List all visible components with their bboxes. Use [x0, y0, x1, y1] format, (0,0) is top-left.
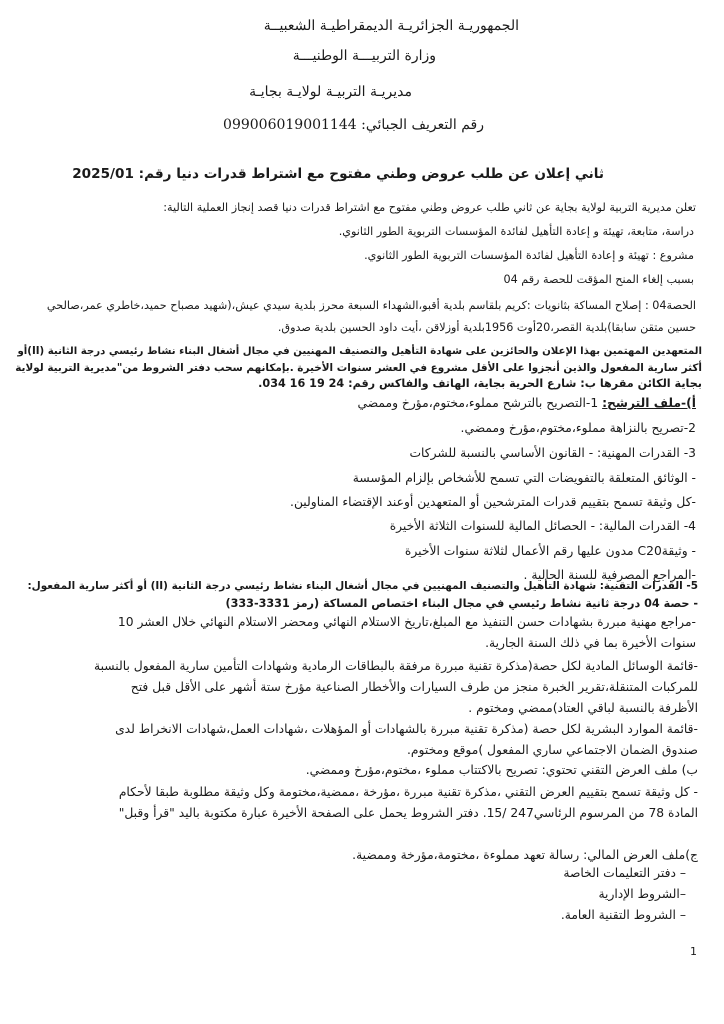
candidature-item-3a: - الوثائق المتعلقة بالتفويضات التي تسمح للأشخاص بإلزام المؤسسة — [352, 471, 696, 485]
technical-offer-line-1: - كل وثيقة تسمح بتقييم العرض التقني ،مذكرة تقنية مبررة ،مؤرخة ،ممضية،مختومة وكل وثيقة مطلوبة طبقا لأحكام — [118, 785, 698, 799]
candidature-item-3: 3- القدرات المهنية: - القانون الأساسي بالنسبة للشركات — [409, 446, 696, 460]
lot-line-1: الحصة04 : إصلاح المساكة بثانويات :كريم بلقاسم بلدية أقبو،الشهداء السبعة محرز بلدية سيدي عيش،(شهيد مصباح حميد،خاطري عمر،صالحي — [46, 299, 696, 312]
candidature-item-4b: -المراجع المصرفية للسنة الحالية . — [523, 568, 696, 582]
intro-line-4: بسبب إلغاء المنح المؤقت للحصة رقم 04 — [503, 273, 694, 286]
candidature-item-2: 2-تصريح بالنزاهة مملوء،مختوم،مؤرخ وممضي. — [460, 421, 696, 435]
candidature-item-3b: -كل وثيقة تسمح بتقييم قدرات المترشحين أو المتعهدين أوعند الإقتضاء المناولين. — [290, 495, 696, 509]
technical-offer-line-2: المادة 78 من المرسوم الرئاسي247 /15. دفتر الشروط يحمل على الصفحة الأخيرة عبارة مكتوبة باليد "قرأ وقبل" — [118, 806, 698, 820]
intro-line-3: مشروع : تهيئة و إعادة التأهيل لفائدة المؤسسات التربوية الطور الثانوي. — [364, 249, 694, 262]
financial-offer-item-2: –الشروط الإدارية — [598, 887, 686, 901]
invite-line-1: المتعهدين المهتمين بهذا الإعلان والحائزين على شهادة التأهيل والتصنيف المهنيين في مجال أشغال البناء نشاط رئيسي درجة الثانية (II)أو — [17, 346, 702, 357]
references-line-1: -مراجع مهنية مبررة بشهادات حسن التنفيذ مع المبلغ،تاريخ الاستلام النهائي ومحضر الاستلام النهائي خلال العشر 10 — [117, 615, 696, 629]
material-means-line-2: للمركبات المتنقلة،تقرير الخبرة منجز من طرف السيارات والأخطار الصناعية مؤرخ ستة أشهر على الأقل قبل فتح — [130, 680, 698, 694]
references-line-2: سنوات الأخيرة بما في ذلك السنة الجارية. — [485, 636, 696, 650]
candidature-item-4: 4- القدرات المالية: - الحصائل المالية للسنوات الثلاثة الأخيرة — [389, 519, 696, 533]
page-number: 1 — [690, 945, 697, 958]
header-directorate: مديريـة التربيـة لولايـة بجايـة — [249, 84, 412, 100]
candidature-item-4a: - وثيقةC20 مدون عليها رقم الأعمال لثلاثة سنوات الأخيرة — [404, 544, 696, 558]
invite-line-3: بجاية الكائن مقرها ب: شارع الحرية بجاية، الهاتف والفاكس رقم: 24 19 16 034. — [258, 377, 702, 390]
human-resources-line-2: صندوق الضمان الاجتماعي ساري المفعول )موقع ومختوم. — [407, 743, 698, 757]
candidature-section — [357, 396, 696, 410]
candidature-item-5: 5- القدرات التقنية: شهادة التأهيل والتصنيف المهنيين في مجال أشغال البناء نشاط رئيسي درجة الثانية (II) أو أكثر سارية المفعول: — [27, 580, 698, 592]
announcement-title: ثاني إعلان عن طلب عروض وطني مفتوح مع اشتراط قدرات دنيا رقم: 2025/01 — [72, 166, 604, 182]
financial-offer-item-1: – دفتر التعليمات الخاصة — [563, 866, 686, 880]
material-means-line-3: الأظرفة بالنسبة لباقي العتاد)ممضي ومختوم . — [468, 701, 698, 715]
technical-offer-heading: ب) ملف العرض التقني تحتوي: تصريح بالاكتتاب مملوء ،مختوم،مؤرخ وممضي. — [305, 763, 698, 777]
human-resources-line-1: -قائمة الموارد البشرية لكل حصة (مذكرة تقنية مبررة بالشهادات أو المؤهلات ،شهادات العمل،شهادات الانخراط لدى — [115, 722, 698, 736]
financial-offer-item-3: – الشروط التقنية العامة. — [560, 908, 686, 922]
header-ministry: وزارة التربيـــة الوطنيـــة — [292, 48, 436, 64]
intro-line-1: تعلن مديرية التربية لولاية بجاية عن ثاني طلب عروض وطني مفتوح مع اشتراط قدرات دنيا قصد إنجاز العملية التالية: — [163, 201, 696, 214]
financial-offer-heading: ج)ملف العرض المالي: رسالة تعهد مملوءة ،مختومة،مؤرخة وممضية. — [352, 848, 698, 862]
candidature-item-1: 1-التصريح بالترشح مملوء،مختوم،مؤرخ وممضي — [357, 396, 599, 410]
material-means-line-1: -قائمة الوسائل المادية لكل حصة(مذكرة تقنية مبررة مرفقة بالبطاقات الرمادية وشهادات التأمين سارية المفعول بالنسبة — [94, 659, 698, 673]
header-tax-id: رقم التعريف الجبائي: 099006019001144 — [223, 117, 484, 133]
lot-line-2: حسين متقن سابقا)بلدية القصر،20أوت 1956بلدية أوزلاقن ،أيت داود الحسين بلدية صدوق. — [277, 321, 696, 334]
header-republic: الجمهوريـة الجزائريـة الديمقراطيـة الشعبيــة — [263, 18, 519, 34]
candidature-heading: أ)-ملف الترشح: — [602, 396, 696, 410]
invite-line-2: أكثر سارية المفعول والذين أنجزوا على الأقل مشروع في العشر سنوات الأخيرة .بإمكانهم سحب دفتر الشروط من"مديرية التربية لولاية — [15, 362, 702, 374]
intro-line-2: دراسة، متابعة، تهيئة و إعادة التأهيل لفائدة المؤسسات التربوية الطور الثانوي. — [338, 225, 694, 238]
candidature-item-5a: - حصة 04 درجة ثانية نشاط رئيسي في مجال البناء اختصاص المساكة (رمز 3331-333) — [225, 597, 698, 610]
